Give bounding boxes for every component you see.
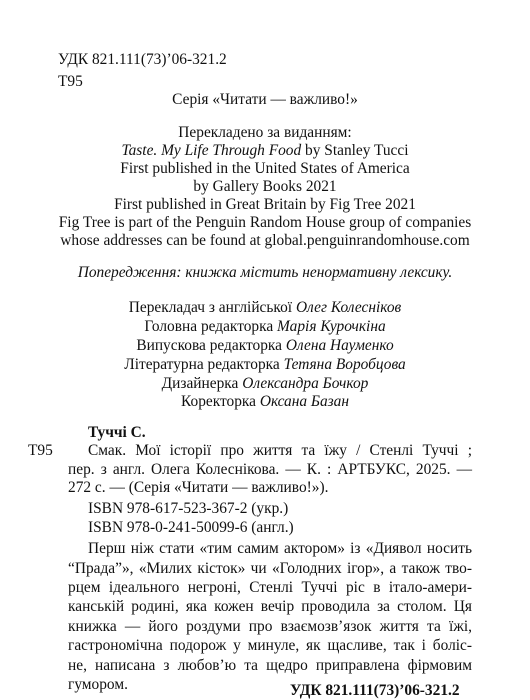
credit-line [0, 356, 530, 374]
annotation-line: книжка — його роздуми про взаємозв’язок життя та їжі, [68, 618, 472, 635]
annotation-line: рцем ідеального негроні, Стенлі Туччі ріс в італо-амери- [68, 579, 472, 596]
annotation-line: гумором. [68, 676, 128, 693]
udk-code-bottom: УДК 821.111(73)’06-321.2 [290, 682, 460, 699]
credit-name: Тетяна Воробцова [283, 356, 406, 373]
content-warning: Попередження: книжка містить ненормативну лексику. [77, 264, 453, 281]
source-line: First published in Great Britain by Fig Tree 2021 [114, 196, 416, 213]
annotation-line: “Прада”», «Милих кісток» чи «Голодних ігор», а також тво- [68, 560, 472, 577]
credit-name: Олег Колесніков [295, 299, 402, 316]
source-heading: Перекладено за виданням: [178, 124, 352, 141]
credit-role: Літературна редакторка [124, 356, 284, 373]
udk-code-top: УДК 821.111(73)’06-321.2 [58, 51, 227, 68]
credit-name: Марія Курочкіна [277, 318, 386, 335]
annotation-line: Перш ніж стати «тим самим актором» із «Диявол носить [88, 540, 472, 557]
credit-line [0, 318, 530, 336]
source-author: by Stanley Tucci [301, 142, 409, 159]
author-mark-top: Т95 [58, 73, 83, 90]
credit-name: Олена Науменко [285, 337, 394, 354]
credit-line [0, 375, 530, 393]
source-line: whose addresses can be found at global.penguinrandomhouse.com [60, 232, 470, 249]
credit-line [0, 393, 530, 411]
bibliographic-line: Смак. Мої історії про життя та їжу / Стенлі Туччі ; [88, 442, 472, 459]
isbn-english: ISBN 978-0-241-50099-6 (англ.) [88, 519, 294, 536]
credit-name: Олександра Бочкор [242, 375, 369, 392]
series-line: Серія «Читати — важливо!» [172, 91, 358, 108]
credit-line [0, 299, 530, 317]
credit-role: Перекладач з англійської [128, 299, 296, 316]
credit-role: Головна редакторка [144, 318, 278, 335]
annotation-line: не, написана з любов’ю та щедро приправлена фірмовим [68, 657, 472, 674]
credit-role: Коректорка [181, 393, 260, 410]
catalog-author: Туччі С. [88, 424, 146, 441]
credit-line [0, 337, 530, 355]
source-line: by Gallery Books 2021 [193, 178, 337, 195]
bibliographic-line: 272 с. — (Серія «Читати — важливо!»). [68, 479, 329, 496]
annotation-line: канській родині, яка кожен вечір проводила за столом. Ця [68, 598, 472, 615]
source-line: Fig Tree is part of the Penguin Random House group of companies [58, 214, 472, 231]
source-line: First published in the United States of America [120, 160, 410, 177]
catalog-author-mark: Т95 [28, 442, 53, 459]
source-title: Taste. My Life Through Food [121, 142, 302, 159]
credit-name: Оксана Базан [259, 393, 349, 410]
bibliographic-line: пер. з англ. Олега Колеснікова. — К. : АРТБУКС, 2025. — [68, 461, 472, 478]
credit-role: Випускова редакторка [136, 337, 286, 354]
source-title-line [0, 142, 530, 160]
isbn-ukrainian: ISBN 978-617-523-367-2 (укр.) [88, 500, 289, 517]
annotation-line: гастрономічна подорож у минуле, як щасливе, так і болiс- [68, 637, 472, 654]
credit-role: Дизайнерка [161, 375, 243, 392]
